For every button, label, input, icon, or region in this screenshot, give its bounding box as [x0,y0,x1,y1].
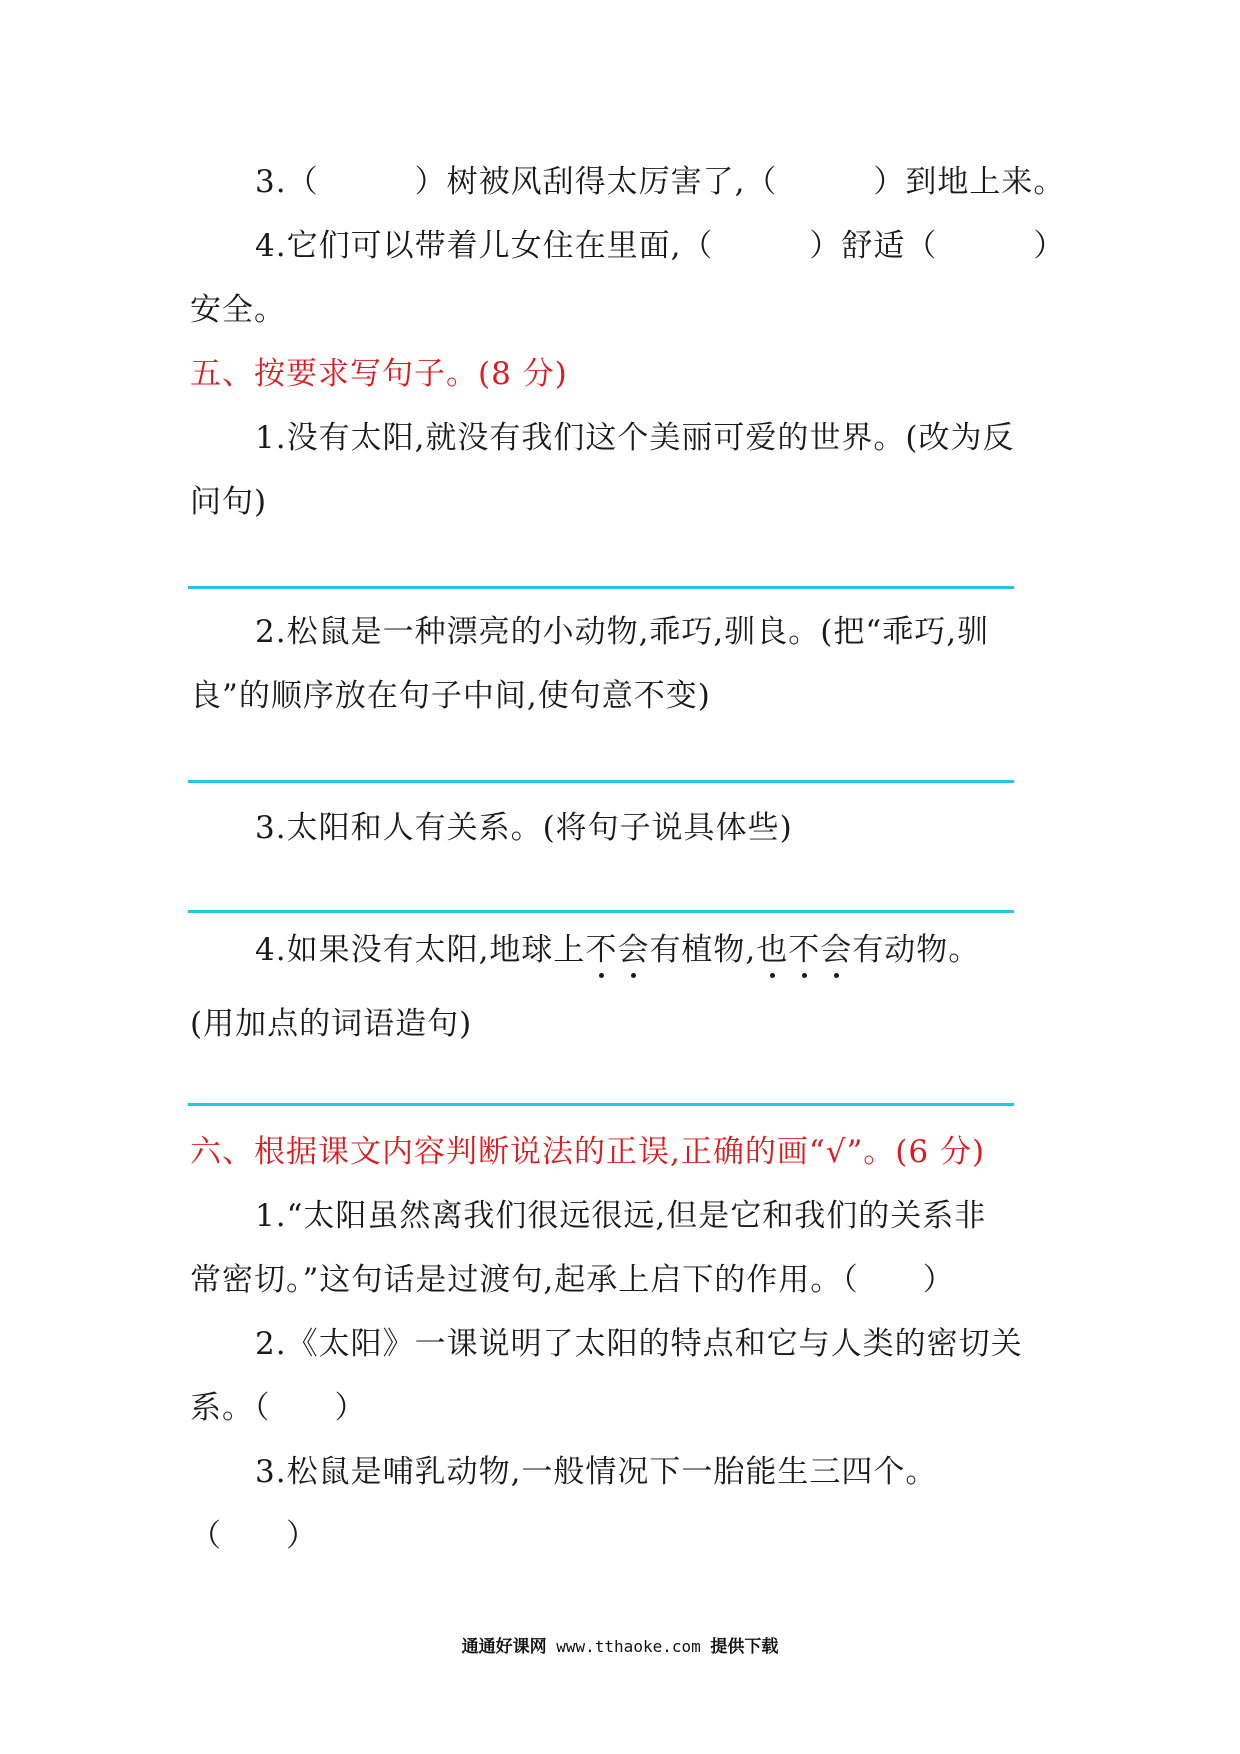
s6-question-2-line1: 2.《太阳》一课说明了太阳的特点和它与人类的密切关 [255,1326,1023,1362]
s4-question-4-line2: 安全。 [190,292,286,328]
footer-suffix: 提供下载 [710,1637,779,1657]
footer-url[interactable]: www.tthaoke.com [556,1637,701,1656]
page-footer [0,1632,1240,1657]
s4-question-3: 3.（ ）树被风刮得太厉害了,（ ）到地上来。 [255,164,1066,200]
emphasis-dot-char: 不 [585,932,618,968]
s5-question-2-line2: 良”的顺序放在句子中间,使句意不变) [190,678,711,714]
s5-question-3: 3.太阳和人有关系。(将句子说具体些) [255,810,793,846]
s5-answer-line-4[interactable] [188,1103,1014,1106]
s5-answer-line-3[interactable] [188,910,1014,913]
s5-q4-text-b: 有植物, [649,932,757,968]
s5-question-1-line1: 1.没有太阳,就没有我们这个美丽可爱的世界。(改为反 [255,420,1015,456]
emphasis-dot-char: 不 [788,932,821,968]
s6-question-2-line2: 系。（ ） [190,1390,367,1426]
s6-question-3-line1: 3.松鼠是哺乳动物,一般情况下一胎能生三四个。 [255,1454,938,1490]
s5-question-4-line2: (用加点的词语造句) [190,1006,473,1042]
s4-question-4-line1: 4.它们可以带着儿女住在里面,（ ）舒适（ ） [255,228,1066,264]
section5-heading: 五、按要求写句子。(8 分) [190,356,568,392]
emphasis-dot-char: 会 [820,932,853,968]
s5-answer-line-2[interactable] [188,780,1014,783]
s6-question-1-line1: 1.“太阳虽然离我们很远很远,但是它和我们的关系非 [255,1198,987,1234]
s5-question-4-line1 [255,930,980,970]
s5-question-2-line1: 2.松鼠是一种漂亮的小动物,乖巧,驯良。(把“乖巧,驯 [255,614,990,650]
s6-question-3-line2: （ ） [190,1518,318,1554]
s5-answer-line-1[interactable] [188,586,1014,589]
s5-q4-text-c: 有动物。 [852,932,981,968]
s5-q4-text-a: 4.如果没有太阳,地球上 [255,932,586,968]
s6-question-1-line2: 常密切。”这句话是过渡句,起承上启下的作用。（ ） [190,1262,955,1298]
s5-question-1-line2: 问句) [190,484,268,520]
emphasis-dot-char: 也 [756,932,789,968]
emphasis-dot-char: 会 [617,932,650,968]
footer-site-name: 通通好课网 [461,1637,547,1657]
section6-heading: 六、根据课文内容判断说法的正误,正确的画“√”。(6 分) [190,1134,986,1170]
